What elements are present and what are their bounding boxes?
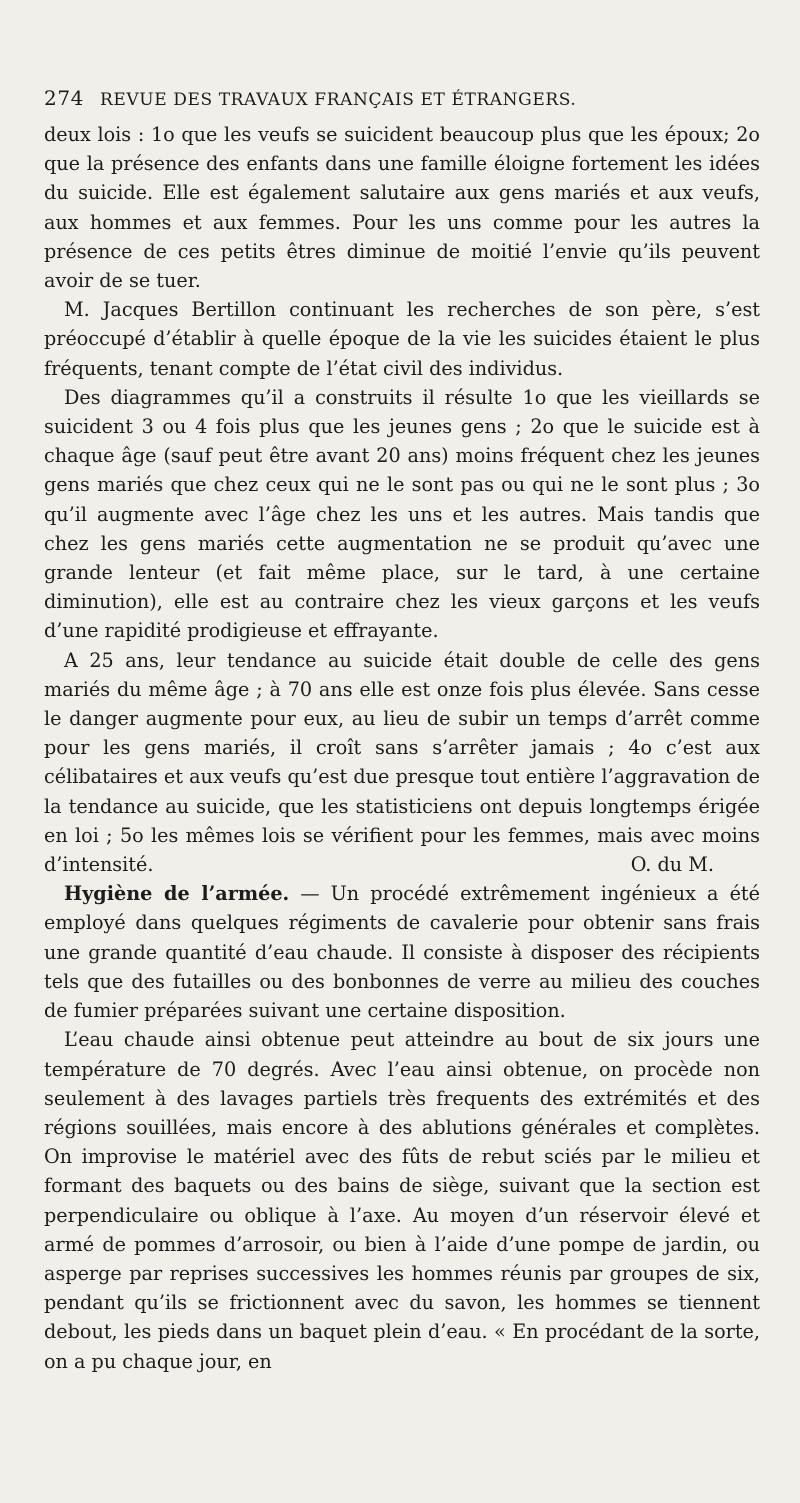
- page-number: 274: [44, 86, 84, 110]
- paragraph-eau-chaude: L’eau chaude ainsi obtenue peut atteindre au bout de six jours une température de 70 degrés. Avec l’eau ainsi obtenue, on procède non seulement à des lavages partiels très frequents des extrémités et des régions souillées, mais encore à des ablutions générales et complètes. On improvise le matériel avec des fûts de rebut sciés par le milieu et formant des baquets ou des bains de siège, suivant que la section est perpendiculaire ou oblique à l’axe. Au moyen d’un réservoir élevé et armé de pommes d’arrosoir, ou bien à l’aide d’une pompe de jardin, ou asperge par reprises successives les hommes réunis par groupes de six, pendant qu’ils se frictionnent avec du savon, les hommes se tiennent debout, les pieds dans un baquet plein d’eau. « En procédant de la sorte, on a pu chaque jour, en: [44, 1028, 760, 1373]
- paragraph-bertillon: M. Jacques Bertillon continuant les recherches de son père, s’est préoccupé d’établir à quelle époque de la vie les suicides étaient le plus fréquents, tenant compte de l’état civil des individus.: [44, 298, 760, 380]
- article-text: [44, 120, 760, 1376]
- section-title: Hygiène de l’armée.: [64, 882, 290, 906]
- paragraph-tendance-text: A 25 ans, leur tendance au suicide était double de celle des gens mariés du même âge ; à 70 ans elle est onze fois plus élevée. Sans cesse le danger augmente pour eux, au lieu de subir un temps d’arrêt comme pour les gens mariés, il croît sans s’arrêter jamais ; 4o c’est aux célibataires et aux veufs qu’est due presque tout entière l’aggravation de la tendance au suicide, que les statisticiens ont depuis longtemps érigée en loi ; 5o les mêmes lois se vérifient pour les femmes, mais avec moins d’intensité.: [44, 648, 760, 877]
- paragraph-hygiene-text: — Un procédé extrêmement ingénieux a été employé dans quelques régiments de cavalerie pour obtenir sans frais une grande quantité d’eau chaude. Il consiste à disposer des récipients tels que des futailles ou des bonbonnes de verre au milieu des couches de fumier préparées suivant une certaine disposition.: [44, 882, 760, 1023]
- author-signature: O. du M.: [630, 853, 714, 877]
- paragraph-hygiene: [44, 879, 760, 1025]
- running-header: [44, 86, 760, 110]
- running-title: REVUE DES TRAVAUX FRANÇAIS ET ÉTRANGERS.: [99, 90, 577, 110]
- paragraph-continued: deux lois : 1o que les veufs se suicident beaucoup plus que les époux; 2o que la présence des enfants dans une famille éloigne fortement les idées du suicide. Elle est également salutaire aux gens mariés et aux veufs, aux hommes et aux femmes. Pour les uns comme pour les autres la présence de ces petits êtres diminue de moitié l’envie qu’ils peuvent avoir de se tuer.: [44, 123, 760, 293]
- paragraph-diagrammes: Des diagrammes qu’il a construits il résulte 1o que les vieillards se suicident 3 ou 4 fois plus que les jeunes gens ; 2o que le suicide est à chaque âge (sauf peut être avant 20 ans) moins fréquent chez les jeunes gens mariés que chez ceux qui ne le sont pas ou qui ne le sont plus ; 3o qu’il augmente avec l’âge chez les uns et les autres. Mais tandis que chez les gens mariés cette augmentation ne se produit qu’avec une grande lenteur (et fait même place, sur le tard, à une certaine diminution), elle est au contraire chez les vieux garçons et les veufs d’une rapidité prodigieuse et effrayante.: [44, 385, 760, 643]
- paragraph-tendance: [44, 646, 760, 880]
